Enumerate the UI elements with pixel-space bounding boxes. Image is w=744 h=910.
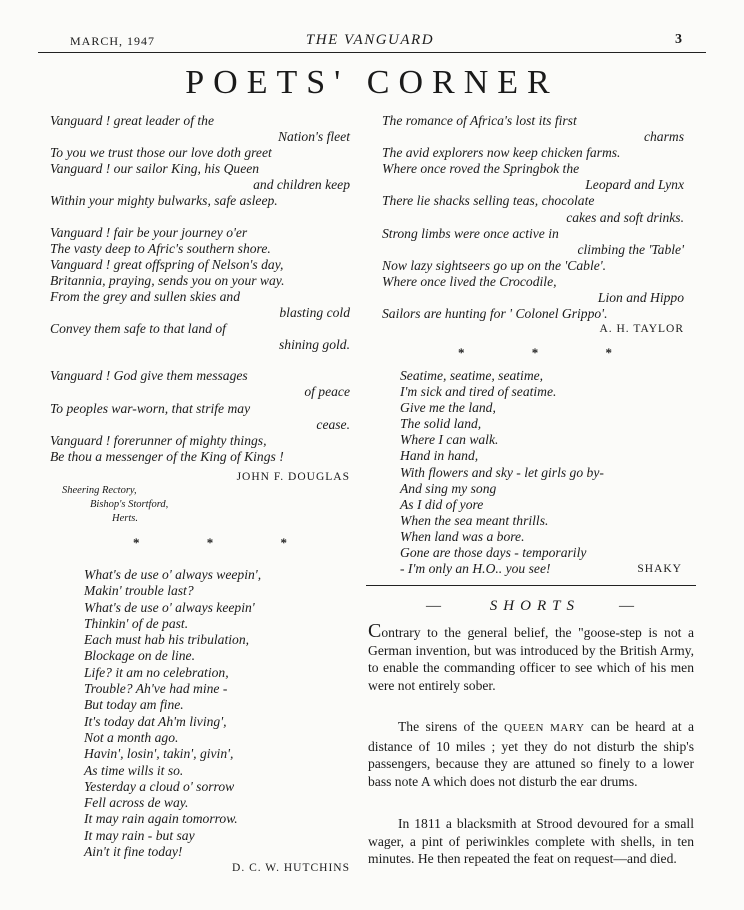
verse-line: Vanguard ! fair be your journey o'er xyxy=(50,224,248,240)
verse-line: When the sea meant thrills. xyxy=(400,512,549,528)
verse-line: What's de use o' always weepin', xyxy=(84,567,262,582)
verse-line: It may rain again tomorrow. xyxy=(84,811,238,827)
address-line: Herts. xyxy=(112,513,138,524)
verse-line: It may rain - but say xyxy=(84,827,195,843)
poem-seatime-lines xyxy=(400,368,684,561)
shorts-paragraph xyxy=(368,620,694,694)
verse-line: The vasty deep to Afric's southern shore. xyxy=(50,240,271,256)
verse-line: Vanguard ! God give them messages xyxy=(50,368,248,384)
verse-line: The solid land, xyxy=(400,416,482,432)
stanza-gap xyxy=(50,353,350,368)
verse-line: Where once lived the Crocodile, xyxy=(382,273,557,289)
verse-line: climbing the 'Table' xyxy=(577,241,684,257)
shorts-paragraph: In 1811 a blacksmith at Strood devoured for a small wager, a pint of periwinkles complete with shells, in ten minutes. He then repeated the feat on request—and died. xyxy=(368,816,694,866)
verse-line: Vanguard ! great offspring of Nelson's day, xyxy=(50,256,284,272)
verse-line: cease. xyxy=(316,416,350,432)
poem-seatime xyxy=(400,368,684,577)
poem-seatime-last-line xyxy=(400,561,684,577)
verse-line: Ain't it fine today! xyxy=(84,844,183,860)
separator-stars: * * * xyxy=(133,535,287,550)
verse-line: Leopard and Lynx xyxy=(585,177,684,193)
verse-line: Yesterday a cloud o' sorrow xyxy=(84,778,235,794)
poem-weepin-lines xyxy=(84,567,350,860)
page-number: 3 xyxy=(675,32,682,47)
verse-line: Makin' trouble last? xyxy=(84,583,194,599)
address-line: Bishop's Stortford, xyxy=(90,499,169,510)
verse-line: Be thou a messenger of the King of Kings ! xyxy=(50,448,284,464)
verse-line: Blockage on de line. xyxy=(84,648,195,664)
paragraph-text: can be heard at a distance of 10 miles ; yet they do not disturb the ship's passengers, because they are attuned so finely to a lower bass note A which does not disturb the ear drums. xyxy=(368,719,694,789)
verse-line: But today am fine. xyxy=(84,697,184,713)
verse-line: Fell across de way. xyxy=(84,795,189,811)
verse-line: Vanguard ! forerunner of mighty things, xyxy=(50,432,267,448)
verse-line: of peace xyxy=(304,384,350,400)
verse-line: To peoples war-worn, that strife may xyxy=(50,400,251,416)
poem-vanguard-author: JOHN F. DOUGLAS xyxy=(236,470,350,483)
verse-line: There lie shacks selling teas, chocolate xyxy=(382,193,595,209)
verse-line: blasting cold xyxy=(279,305,350,321)
verse-line: Britannia, praying, sends you on your way. xyxy=(50,272,285,288)
verse-line: Life? it am no celebration, xyxy=(84,664,229,680)
verse-line: Not a month ago. xyxy=(84,729,179,745)
ship-name: QUEEN MARY xyxy=(504,722,585,734)
poem-africa xyxy=(382,113,684,335)
verse-line: With flowers and sky - let girls go by- xyxy=(400,464,604,480)
verse-line: As I did of yore xyxy=(400,496,484,512)
header-rule xyxy=(38,52,706,53)
verse-line: Gone are those days - temporarily xyxy=(400,545,587,561)
heading-dash: — xyxy=(426,598,442,614)
verse-line: The romance of Africa's lost its first xyxy=(382,113,577,128)
poem-vanguard-lines xyxy=(50,113,350,465)
shorts-paragraph xyxy=(368,718,694,790)
verse-line: To you we trust those our love doth greet xyxy=(50,145,272,161)
verse-line: Vanguard ! great leader of the xyxy=(50,113,214,128)
paragraph-text: The sirens of the xyxy=(398,719,498,734)
poem-africa-author: A. H. TAYLOR xyxy=(599,323,684,336)
verse-line: cakes and soft drinks. xyxy=(566,209,684,225)
verse-line: Give me the land, xyxy=(400,400,496,416)
verse-line: From the grey and sullen skies and xyxy=(50,288,241,304)
poem-seatime-author: SHAKY xyxy=(637,563,682,576)
section-rule xyxy=(366,585,696,586)
shorts-heading xyxy=(366,598,694,615)
verse-line: Each must hab his tribulation, xyxy=(84,632,250,648)
verse-line: - I'm only an H.O.. you see! xyxy=(400,561,551,577)
verse-line: Nation's fleet xyxy=(277,129,350,145)
poem-weepin-author: D. C. W. HUTCHINS xyxy=(232,862,350,874)
poem-weepin xyxy=(84,567,350,860)
separator-stars: * * * xyxy=(458,345,612,360)
issue-date: MARCH, 1947 xyxy=(70,34,156,48)
verse-line: Thinkin' of de past. xyxy=(84,615,189,631)
verse-line: Lion and Hippo xyxy=(597,290,684,306)
address-line: Sheering Rectory, xyxy=(62,485,137,496)
poem-vanguard xyxy=(50,113,350,483)
running-header xyxy=(40,30,700,50)
verse-line: Where once roved the Springbok the xyxy=(382,161,580,177)
heading-dash: — xyxy=(618,598,634,614)
author-address xyxy=(62,484,168,526)
verse-line: What's de use o' always keepin' xyxy=(84,599,255,615)
paragraph-text: ontrary to the general belief, the "goose-step is not a German invention, but was introduced by the British Army, to enable the commanding officer to see which of his men were not entirely sober. xyxy=(368,625,694,693)
verse-line: and children keep xyxy=(253,177,350,193)
verse-line: It's today dat Ah'm living', xyxy=(84,713,227,729)
verse-line: Hand in hand, xyxy=(400,448,479,464)
page-title: POETS' CORNER xyxy=(185,64,559,101)
verse-line: When land was a bore. xyxy=(400,528,525,544)
verse-line: Havin', losin', takin', givin', xyxy=(84,746,234,762)
verse-line: And sing my song xyxy=(400,480,497,496)
verse-line: Sailors are hunting for ' Colonel Grippo'. xyxy=(382,306,608,322)
verse-line: Where I can walk. xyxy=(400,432,499,448)
verse-line: Vanguard ! our sailor King, his Queen xyxy=(50,161,260,177)
publication-name: THE VANGUARD xyxy=(305,32,435,48)
verse-line: Strong limbs were once active in xyxy=(382,225,559,241)
verse-line: Now lazy sightseers go up on the 'Cable'. xyxy=(382,257,607,273)
verse-line: Trouble? Ah've had mine - xyxy=(84,681,228,697)
poem-africa-lines xyxy=(382,113,684,322)
drop-cap: C xyxy=(368,620,382,642)
verse-line: Seatime, seatime, seatime, xyxy=(400,368,544,383)
verse-line: As time wills it so. xyxy=(84,762,184,778)
verse-line: charms xyxy=(643,129,684,145)
stanza-gap xyxy=(50,210,350,225)
verse-line: shining gold. xyxy=(279,337,350,353)
verse-line: Within your mighty bulwarks, safe asleep. xyxy=(50,193,278,209)
verse-line: I'm sick and tired of seatime. xyxy=(400,384,557,400)
verse-line: Convey them safe to that land of xyxy=(50,321,226,337)
shorts-heading-text: SHORTS xyxy=(489,598,580,614)
verse-line: The avid explorers now keep chicken farms. xyxy=(382,145,621,161)
